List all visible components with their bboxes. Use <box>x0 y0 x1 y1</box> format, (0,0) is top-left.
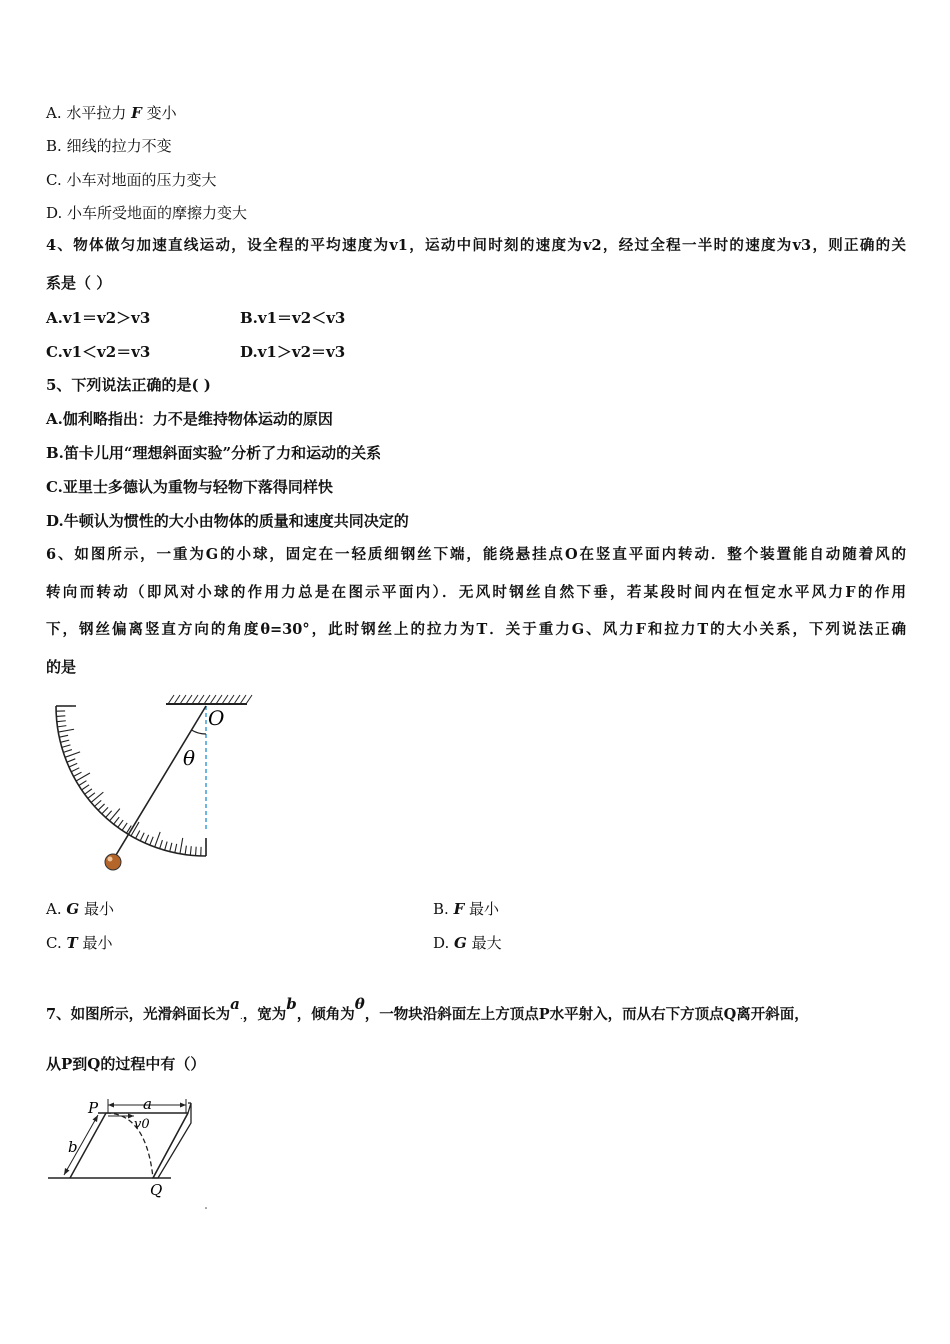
q6-stem-line3: 下，钢丝偏离竖直方向的角度θ=30°，此时钢丝上的拉力为T．关于重力G、风力F和拉力T的大小关系，下列说法正确 <box>46 621 906 638</box>
option-prefix: A. <box>46 104 67 122</box>
q6-stem-line2: 转向而转动（即风对小球的作用力总是在图示平面内）．无风时钢丝自然下垂，若某段时间内在恒定水平风力F的作用 <box>46 584 906 601</box>
q4-option-b: B.v1＝v2＜v3 <box>240 309 346 327</box>
a-arrow-left <box>108 1103 114 1108</box>
q3-option-a <box>46 103 177 123</box>
q4-stem-line1: 4、物体做匀加速直线运动，设全程的平均速度为v1，运动中间时刻的速度为v2，经过全程一半时的速度为v3，则正确的关 <box>46 237 906 254</box>
label-b: b <box>68 1138 78 1156</box>
small-ball <box>105 854 121 870</box>
option-text: 水平拉力 <box>66 104 127 122</box>
q6-option-a <box>46 899 114 919</box>
label-v0: v0 <box>134 1117 150 1132</box>
option-variable: T <box>66 934 78 952</box>
q5-option-d: D.牛顿认为惯性的大小由物体的质量和速度共同决定的 <box>46 512 409 530</box>
angle-arc <box>192 730 207 734</box>
q4-option-c: C.v1＜v2＝v3 <box>46 343 151 361</box>
option-text: 最小 <box>82 934 113 952</box>
q4-option-d: D.v1＞v2＝v3 <box>240 343 346 361</box>
steel-wire <box>113 706 206 860</box>
option-prefix: A. <box>46 900 67 918</box>
stem-text: ，宽为 <box>242 1006 287 1023</box>
dot-mark: . <box>239 1012 243 1022</box>
pivot-label-o: O <box>208 706 225 730</box>
label-p: P <box>88 1099 99 1117</box>
option-prefix: B. <box>46 137 67 155</box>
stem-text: ，一物块沿斜面左上方顶点P水平射入，而从右下方顶点Q离开斜面， <box>364 1006 809 1023</box>
q3-option-c <box>46 170 217 190</box>
option-text: 小车对地面的压力变大 <box>66 171 217 189</box>
option-prefix: C. <box>46 171 67 189</box>
label-q: Q <box>150 1181 163 1199</box>
option-text: 最大 <box>471 934 502 952</box>
option-text: 最小 <box>469 900 500 918</box>
q7-stem-line2: 从P到Q的过程中有（） <box>46 1055 206 1073</box>
q7-stem-line1 <box>46 995 809 1027</box>
ball-highlight <box>108 857 113 862</box>
ceiling-hatch <box>168 695 252 704</box>
var-theta: θ <box>354 995 365 1013</box>
var-b: b <box>286 995 297 1013</box>
option-variable: F <box>453 900 465 918</box>
q6-stem-line4: 的是 <box>46 658 77 676</box>
q6-option-d <box>433 933 502 953</box>
label-a: a <box>143 1095 152 1113</box>
q5-option-c: C.亚里士多德认为重物与轻物下落得同样快 <box>46 478 333 496</box>
stray-dot <box>205 1207 207 1209</box>
option-text: 最小 <box>83 900 114 918</box>
option-text: 变小 <box>146 104 177 122</box>
q5-option-b: B.笛卡儿用“理想斜面实验”分析了力和运动的关系 <box>46 444 382 462</box>
a-arrow-right <box>180 1103 186 1108</box>
q4-option-a: A.v1＝v2＞v3 <box>46 309 151 327</box>
q6-option-c <box>46 933 112 953</box>
incline-figure <box>46 1095 216 1210</box>
option-prefix: C. <box>46 934 67 952</box>
option-prefix: B. <box>433 900 454 918</box>
stem-text: 7、如图所示，光滑斜面长为 <box>46 1006 231 1023</box>
b-arrow-bottom <box>64 1168 70 1175</box>
var-a: a <box>230 995 240 1013</box>
stem-text: ，倾角为 <box>296 1006 355 1023</box>
option-prefix: D. <box>46 204 68 222</box>
option-variable: G <box>454 934 467 952</box>
option-text: 细线的拉力不变 <box>66 137 172 155</box>
option-prefix: D. <box>433 934 455 952</box>
option-variable: F <box>131 104 142 122</box>
protractor-scale <box>56 706 206 856</box>
q6-stem-line1: 6、如图所示，一重为G的小球，固定在一轻质细钢丝下端，能绕悬挂点O在竖直平面内转动．整个装置能自动随着风的 <box>46 546 906 563</box>
q6-option-b <box>433 899 499 919</box>
option-text: 小车所受地面的摩擦力变大 <box>67 204 248 222</box>
incline-side-face <box>153 1103 191 1178</box>
pendulum-figure <box>40 690 260 890</box>
q3-option-b <box>46 136 172 156</box>
q5-stem: 5、下列说法正确的是( ) <box>46 376 211 394</box>
q3-option-d <box>46 203 247 223</box>
option-variable: G <box>66 900 80 918</box>
angle-label-theta: θ <box>183 746 196 770</box>
q4-stem-line2: 系是（ ） <box>46 274 112 292</box>
q5-option-a: A.伽利略指出：力不是维持物体运动的原因 <box>46 410 333 428</box>
